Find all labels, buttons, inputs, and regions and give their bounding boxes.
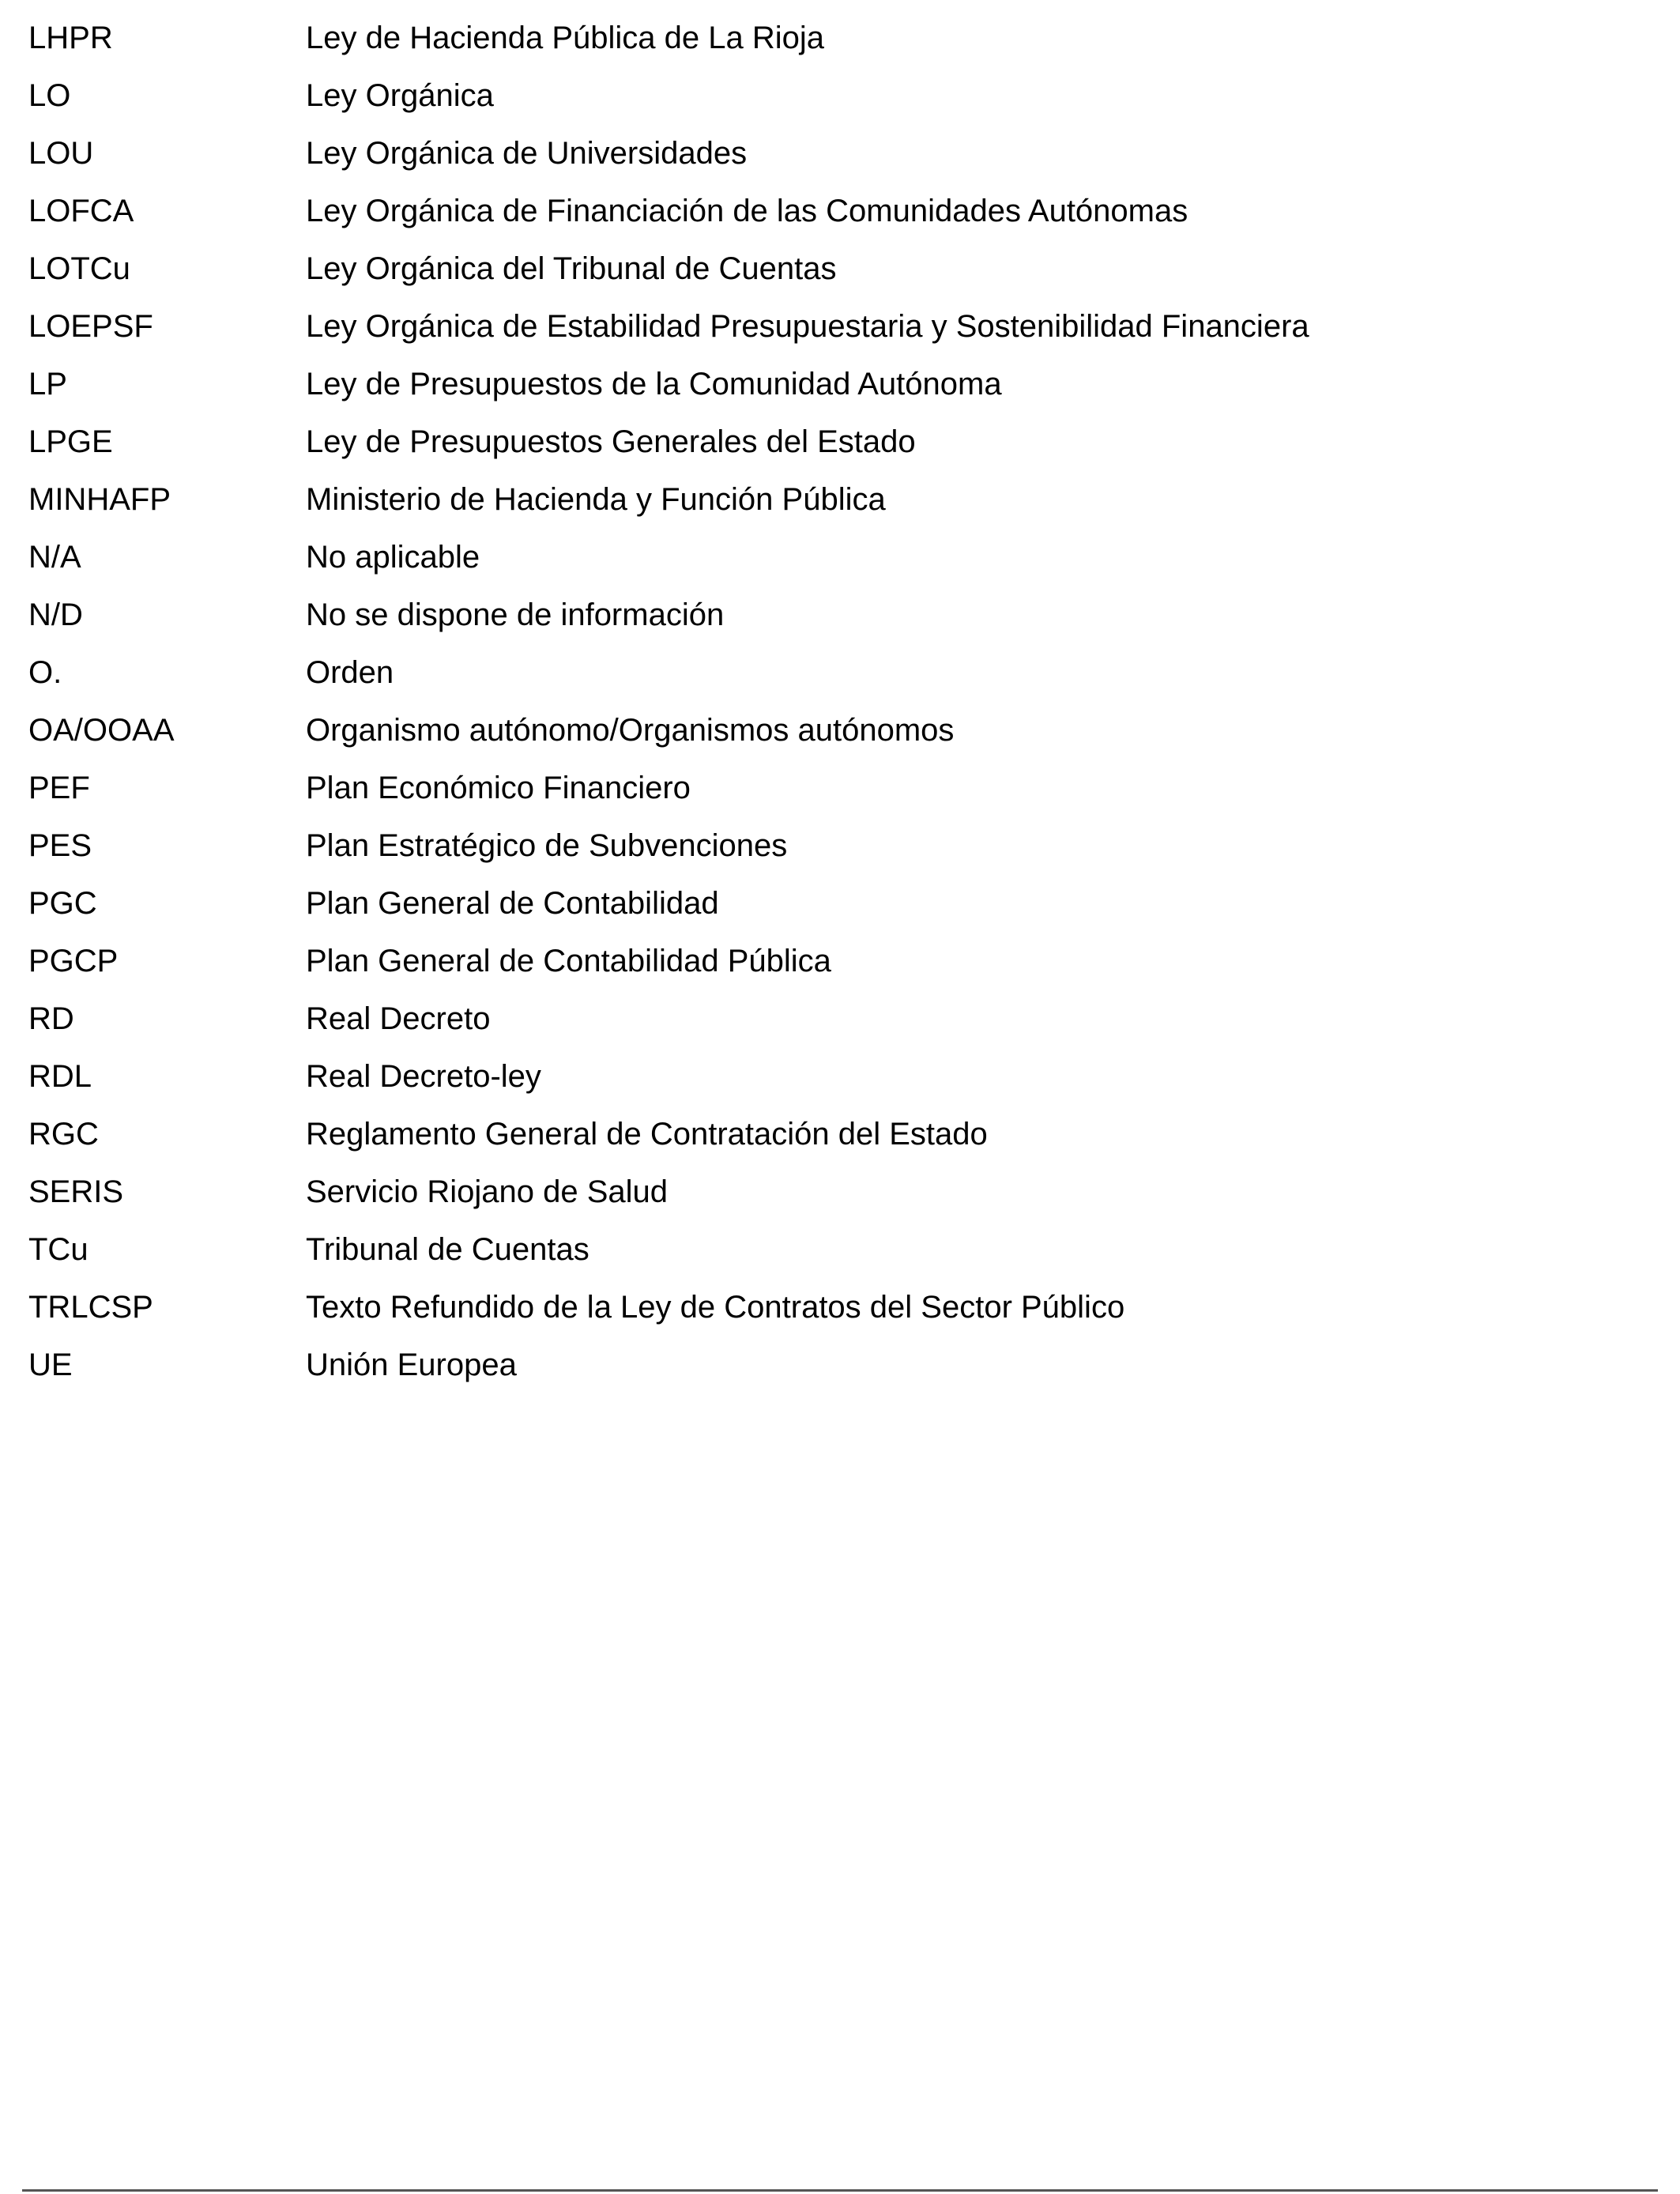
abbreviation-code: TCu <box>28 1232 89 1267</box>
abbreviation-code: PES <box>28 828 92 863</box>
abbreviation-meaning: No aplicable <box>306 540 480 575</box>
abbreviation-code: TRLCSP <box>28 1290 153 1325</box>
abbreviation-code: LOEPSF <box>28 309 153 344</box>
abbreviation-code: LOFCA <box>28 194 134 228</box>
abbreviation-row <box>28 74 1648 131</box>
abbreviation-code: RGC <box>28 1117 99 1152</box>
abbreviation-code: RD <box>28 1001 74 1036</box>
abbreviation-code: N/D <box>28 598 83 632</box>
abbreviation-row <box>28 708 1648 766</box>
abbreviation-meaning: Texto Refundido de la Ley de Contratos del Sector Público <box>306 1290 1125 1325</box>
abbreviation-row <box>28 420 1648 477</box>
abbreviation-meaning: Ley de Presupuestos Generales del Estado <box>306 424 916 459</box>
abbreviation-row <box>28 824 1648 881</box>
abbreviation-code: LOTCu <box>28 251 130 286</box>
abbreviation-code: UE <box>28 1348 73 1382</box>
abbreviation-row <box>28 1285 1648 1343</box>
abbreviation-row <box>28 650 1648 708</box>
abbreviation-meaning: Ley Orgánica del Tribunal de Cuentas <box>306 251 837 286</box>
abbreviation-meaning: Ley de Hacienda Pública de La Rioja <box>306 21 824 55</box>
abbreviation-row <box>28 535 1648 593</box>
abbreviation-row <box>28 189 1648 247</box>
abbreviation-meaning: Tribunal de Cuentas <box>306 1232 590 1267</box>
abbreviation-meaning: Reglamento General de Contratación del Estado <box>306 1117 988 1152</box>
abbreviation-row <box>28 362 1648 420</box>
abbreviation-meaning: Ley Orgánica de Estabilidad Presupuestaria y Sostenibilidad Financiera <box>306 309 1309 344</box>
abbreviation-list <box>28 16 1648 1400</box>
abbreviation-meaning: Ley Orgánica de Universidades <box>306 136 748 171</box>
abbreviation-meaning: Ley Orgánica <box>306 78 494 113</box>
abbreviation-meaning: Plan General de Contabilidad Pública <box>306 944 831 978</box>
abbreviation-row <box>28 1227 1648 1285</box>
abbreviation-meaning: Real Decreto <box>306 1001 491 1036</box>
abbreviation-code: PGC <box>28 886 97 921</box>
abbreviation-meaning: Servicio Riojano de Salud <box>306 1174 669 1209</box>
abbreviation-code: LO <box>28 78 71 113</box>
abbreviation-meaning: Plan General de Contabilidad <box>306 886 719 921</box>
abbreviation-code: MINHAFP <box>28 482 171 517</box>
abbreviation-code: PEF <box>28 771 90 805</box>
abbreviation-code: RDL <box>28 1059 92 1094</box>
abbreviation-row <box>28 247 1648 304</box>
abbreviation-meaning: Plan Económico Financiero <box>306 771 691 805</box>
abbreviation-row <box>28 477 1648 535</box>
abbreviation-code: LOU <box>28 136 94 171</box>
abbreviation-row <box>28 1054 1648 1112</box>
abbreviation-row <box>28 16 1648 74</box>
abbreviation-meaning: Plan Estratégico de Subvenciones <box>306 828 788 863</box>
abbreviation-row <box>28 939 1648 997</box>
abbreviation-code: LP <box>28 367 67 401</box>
abbreviation-meaning: No se dispone de información <box>306 598 725 632</box>
abbreviation-code: PGCP <box>28 944 119 978</box>
abbreviation-meaning: Organismo autónomo/Organismos autónomos <box>306 713 955 748</box>
abbreviation-code: O. <box>28 655 62 690</box>
abbreviation-meaning: Ministerio de Hacienda y Función Pública <box>306 482 886 517</box>
abbreviation-code: SERIS <box>28 1174 124 1209</box>
abbreviation-row <box>28 1343 1648 1400</box>
abbreviation-row <box>28 1170 1648 1227</box>
abbreviation-row <box>28 131 1648 189</box>
abbreviation-row <box>28 997 1648 1054</box>
abbreviation-meaning: Real Decreto-ley <box>306 1059 541 1094</box>
abbreviation-meaning: Ley Orgánica de Financiación de las Comunidades Autónomas <box>306 194 1188 228</box>
abbreviation-meaning: Orden <box>306 655 394 690</box>
abbreviation-row <box>28 593 1648 650</box>
abbreviation-code: N/A <box>28 540 81 575</box>
abbreviation-code: OA/OOAA <box>28 713 175 748</box>
abbreviation-row <box>28 881 1648 939</box>
abbreviation-meaning: Unión Europea <box>306 1348 517 1382</box>
abbreviation-meaning: Ley de Presupuestos de la Comunidad Autónoma <box>306 367 1002 401</box>
abbreviation-row <box>28 304 1648 362</box>
abbreviation-row <box>28 1112 1648 1170</box>
abbreviation-code: LHPR <box>28 21 113 55</box>
abbreviation-code: LPGE <box>28 424 113 459</box>
abbreviation-row <box>28 766 1648 824</box>
footer-divider <box>22 2189 1658 2192</box>
